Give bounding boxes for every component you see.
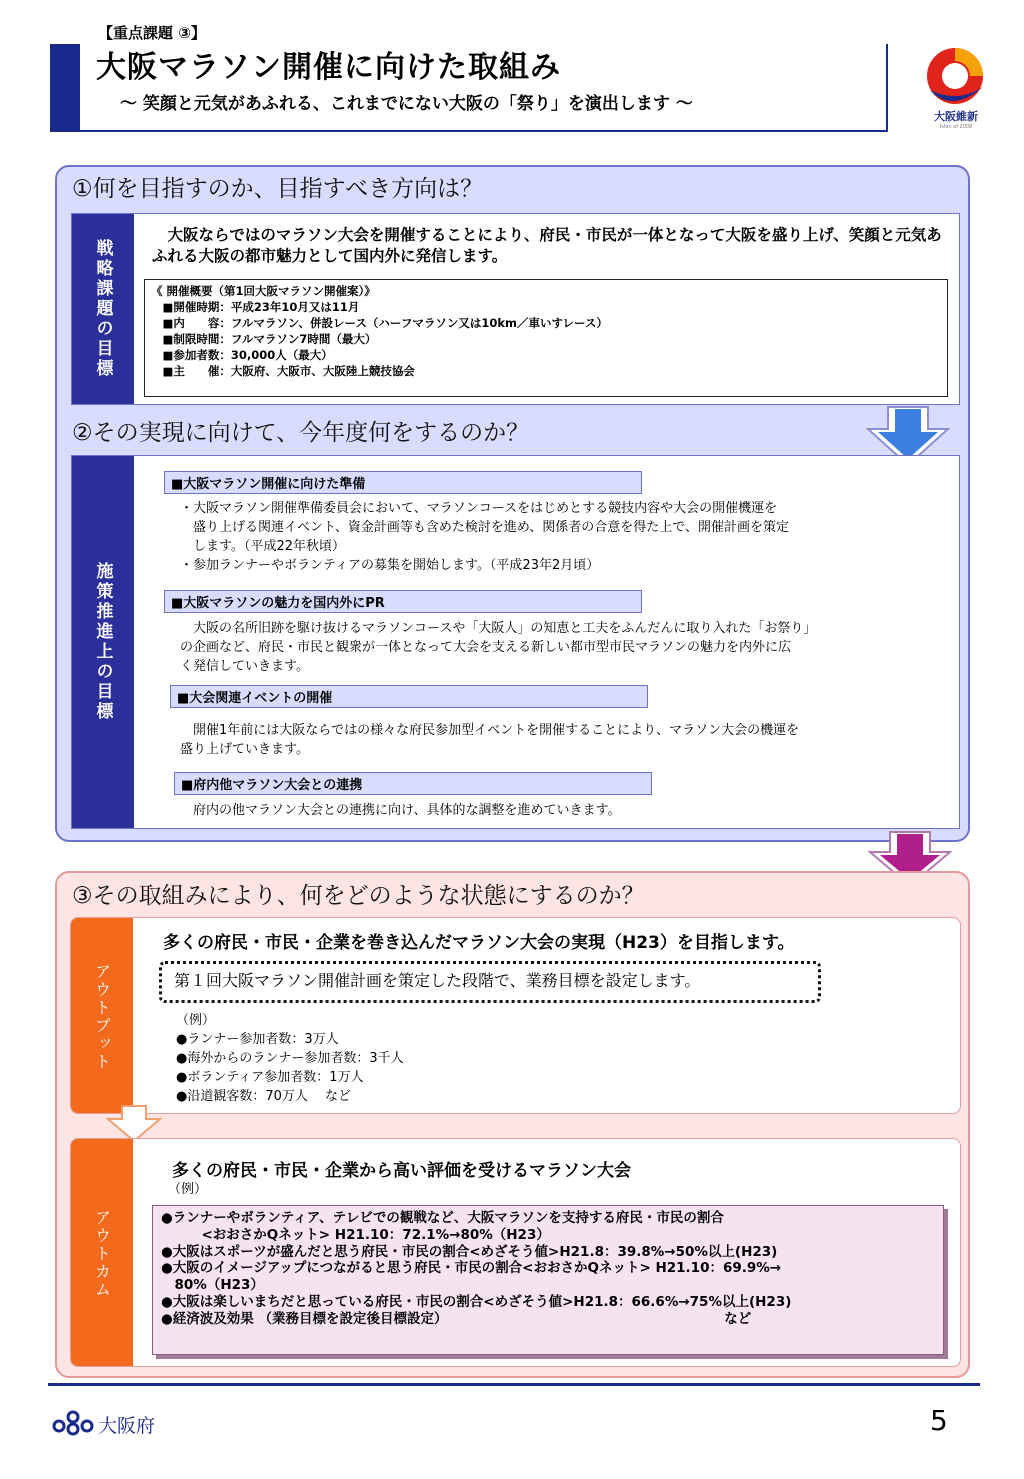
outline-line: ■制限時間：フルマラソン7時間（最大） <box>151 332 377 346</box>
outline-line: ■内 容：フルマラソン、併設レース（ハーフマラソン又は10km／車いすレース） <box>151 316 608 330</box>
outcome-title: 多くの府民・市民・企業から高い評価を受けるマラソン大会 <box>172 1161 631 1181</box>
outline-line: ■主 催：大阪府、大阪市、大阪陸上競技協会 <box>151 364 415 378</box>
section2-side-label: 施策推進上の目標 <box>72 456 134 828</box>
indicator-line: 80%（H23） <box>161 1277 264 1294</box>
item-text-events <box>180 721 950 759</box>
logo-subtext: Ishin of 2008 <box>939 124 973 130</box>
section1-lead: 大阪ならではのマラソン大会を開催することにより、府民・市民が一体となって大阪を盛り上げ、笑顔と元気あふれる大阪の都市魅力として国内外に発信します。 <box>152 226 942 265</box>
text-line: します。（平成22年秋頃） <box>180 539 346 554</box>
item-text-cooperation <box>180 801 950 820</box>
item-label-events: ■大会関連イベントの開催 <box>170 685 648 708</box>
example-line: ●海外からのランナー参加者数：3千人 <box>176 1051 404 1066</box>
osaka-ishin-logo-icon <box>922 44 988 108</box>
page-subtitle: ～ 笑顔と元気があふれる、これまでにない大阪の「祭り」を演出します ～ <box>120 94 693 114</box>
event-outline-box <box>144 279 948 397</box>
section1-heading: ①何を目指すのか、目指すべき方向は？ <box>72 176 484 202</box>
section3-heading: ③その取組みにより、何をどのような状態にするのか？ <box>72 883 645 909</box>
outcome-side-label: アウトカム <box>71 1139 133 1367</box>
indicator-line: ●ランナーやボランティア、テレビでの観戦など、大阪マラソンを支持する府民・市民の割合 <box>161 1210 724 1226</box>
indicator-line: ●大阪はスポーツが盛んだと思う府民・市民の割合<めざそう値>H21.8：39.8%→50%以上(H23) <box>161 1243 778 1260</box>
page-number: 5 <box>930 1404 948 1437</box>
text-line: の企画など、府民・市民と観衆が一体となって大会を支える新しい都市型市民マラソンの魅力を内外に広 <box>180 640 792 655</box>
outline-line: ■参加者数：30,000人（最大） <box>151 348 333 362</box>
output-side-label: アウトプット <box>71 918 133 1114</box>
footer-org: 大阪府 <box>98 1415 156 1437</box>
outcome-indicators-box <box>152 1205 944 1355</box>
item-label-cooperation: ■府内他マラソン大会との連携 <box>174 772 652 795</box>
text-line: 盛り上げる関連イベント、資金計画等も含めた検討を進め、関係者の合意を得た上で、開催計画を策定 <box>180 520 790 535</box>
text-line: 府内の他マラソン大会との連携に向け、具体的な調整を進めていきます。 <box>180 803 621 818</box>
item-label-pr: ■大阪マラソンの魅力を国内外にPR <box>164 590 642 613</box>
indicator-line: ●大阪は楽しいまちだと思っている府民・市民の割合<めざそう値>H21.8：66.6%→75%以上(H23) <box>161 1293 792 1310</box>
outline-line: 《 開催概要（第1回大阪マラソン開催案）》 <box>151 284 376 298</box>
example-line: （例） <box>176 1013 216 1028</box>
example-line: ●ボランティア参加者数：1万人 <box>176 1070 364 1085</box>
text-line: く発信していきます。 <box>180 659 309 674</box>
item-label-preparation: ■大阪マラソン開催に向けた準備 <box>164 471 642 494</box>
text-line: 大阪の名所旧跡を駆け抜けるマラソンコースや「大阪人」の知恵と工夫をふんだんに取り入れた「お祭り」 <box>180 621 817 636</box>
header-accent-bar <box>50 44 80 132</box>
output-dotted-note: 第１回大阪マラソン開催計画を策定した段階で、業務目標を設定します。 <box>159 961 821 1003</box>
output-title: 多くの府民・市民・企業を巻き込んだマラソン大会の実現（H23）を目指します。 <box>163 933 795 953</box>
page-title: 大阪マラソン開催に向けた取組み <box>96 50 561 85</box>
indicator-line: <おおさかQネット> H21.10：72.1%→80%（H23） <box>161 1226 550 1243</box>
logo-text: 大阪維新 <box>934 110 978 123</box>
example-line: ●沿道観客数：70万人 など <box>176 1089 352 1104</box>
text-line: 盛り上げていきます。 <box>180 742 309 757</box>
osaka-prefecture-emblem-icon <box>52 1410 96 1436</box>
outline-line: ■開催時期：平成23年10月又は11月 <box>151 300 360 314</box>
item-text-preparation <box>180 499 950 575</box>
outcome-example-label: （例） <box>168 1182 208 1197</box>
example-line: ●ランナー参加者数：3万人 <box>176 1032 339 1047</box>
section2-heading: ②その実現に向けて、今年度何をするのか？ <box>72 420 530 446</box>
section1-side-label: 戦略課題の目標 <box>72 214 134 404</box>
text-line: 開催1年前には大阪ならではの様々な府民参加型イベントを開催することにより、マラソン大会の機運を <box>180 723 800 738</box>
indicator-line: ●大阪のイメージアップにつながると思う府民・市民の割合<おおさかQネット> H21.10：69.9%→ <box>161 1260 782 1277</box>
output-examples <box>176 1011 576 1106</box>
text-line: ・参加ランナーやボランティアの募集を開始します。（平成23年2月頃） <box>180 558 600 573</box>
footer-divider <box>48 1383 980 1386</box>
indicator-line: ●経済波及効果 （業務目標を設定後目標設定） など <box>161 1310 752 1327</box>
header-tag: 【重点課題 ③】 <box>98 24 206 42</box>
item-text-pr <box>180 619 950 676</box>
text-line: ・大阪マラソン開催準備委員会において、マラソンコースをはじめとする競技内容や大会の開催機運を <box>180 501 778 516</box>
